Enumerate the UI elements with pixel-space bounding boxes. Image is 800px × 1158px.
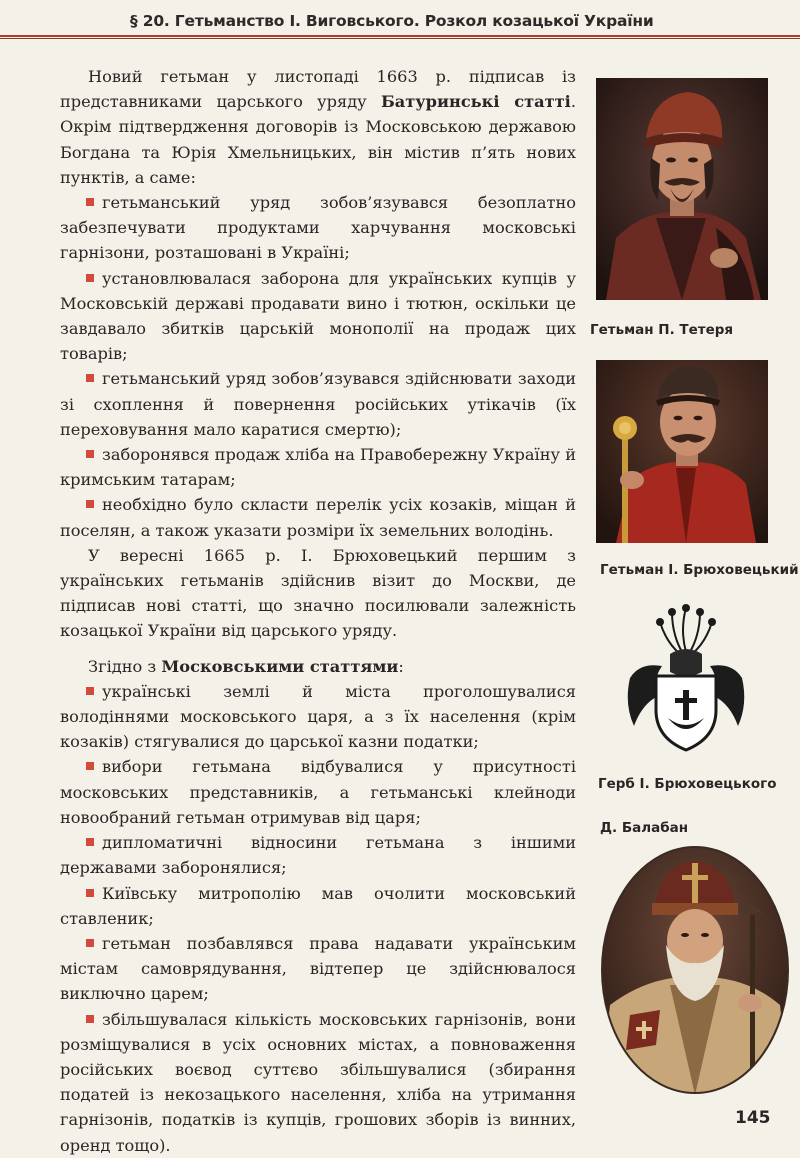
bullet-icon [86, 274, 94, 282]
caption-teteria: Гетьман П. Тетеря [590, 322, 734, 338]
portrait-briukhovetskyi [596, 360, 768, 543]
paragraph-moscow-visit: У вересні 1665 р. І. Брюховецький першим з українських гетьманів здійснив візит до Москви, де підписав нові статті, що значно посилювали залежність козацької України від царського уряду. [60, 545, 576, 641]
bullet-icon [86, 687, 94, 695]
text-run: . Окрім підтвердження договорів із Московською державою Богдана та Юрія Хмельницьких, він містив п’ять нових пунктів, а саме: [60, 92, 576, 187]
page-number: 145 [735, 1108, 771, 1128]
bullet-icon [86, 374, 94, 382]
list-item-text: необхідно було скласти перелік усіх козаків, міщан й поселян, а також указати розміри їх земельних володінь. [60, 495, 576, 540]
text-run: Згідно з [88, 656, 162, 676]
list-item [60, 830, 576, 880]
list-item [60, 931, 576, 1007]
caption-balaban: Д. Балабан [600, 820, 689, 836]
portrait-teteria [596, 78, 768, 300]
coat-of-arms-image [622, 600, 750, 758]
text-run: : [398, 656, 404, 676]
list-item [60, 679, 576, 755]
caption-briukhovetskyi: Гетьман І. Брюховецький [600, 562, 799, 578]
header-rule [0, 35, 800, 37]
bullet-icon [86, 450, 94, 458]
bullet-icon [86, 198, 94, 206]
main-text [60, 64, 576, 1158]
bullet-icon [86, 939, 94, 947]
term-baturyn-articles: Батуринські статті [380, 92, 571, 112]
list-item [60, 266, 576, 367]
list-item-text: Київську митрополію мав очолити московський ставленик; [60, 883, 576, 928]
list-item [60, 366, 576, 442]
bullet-icon [86, 1015, 94, 1023]
header-rule-thin [0, 38, 800, 39]
list-item [60, 881, 576, 931]
term-moscow-articles: Московськими статтями [161, 656, 399, 676]
bullet-icon [86, 762, 94, 770]
running-header [0, 8, 800, 40]
list-item-text: дипломатичні відносини гетьмана з іншими державами заборонялися; [60, 833, 576, 878]
list-item [60, 492, 576, 542]
list-item [60, 442, 576, 492]
paragraph-moscow-articles [60, 654, 576, 679]
bullet-icon [86, 889, 94, 897]
caption-coat-of-arms: Герб І. Брюховецького [598, 776, 777, 792]
chapter-title: § 20. Гетьманство І. Виговського. Розкол козацької України [130, 12, 654, 30]
list-item-text: гетьманський уряд зобов’язувався здійснювати заходи зі схоплення й повернення російських утікачів (їх переховування мало каратися смертю); [60, 369, 576, 439]
text-run: Новий гетьман у листопаді 1663 р. підписав із представниками царського уряду [60, 67, 576, 112]
list-item-text: українські землі й міста проголошувалися володіннями московського царя, а з їх населення (крім козаків) стягувалися до царської казни податки; [60, 681, 576, 752]
list-item-text: збільшувалася кількість московських гарнізонів, вони розміщувалися в усіх основних містах, а повноваження російських воєвод суттєво збільшувалися (збирання податей із некозацького населення, хліба на утримання гарнізонів, податків із купців, грошових зборів із винних, оренд тощо). [60, 1009, 576, 1155]
list-item [60, 190, 576, 266]
list-item-text: вибори гетьмана відбувалися у присутності московських представників, а гетьманські клейноди новообраний гетьман отримував від царя; [60, 757, 576, 827]
bullet-icon [86, 838, 94, 846]
list-item-text: заборонявся продаж хліба на Правобережну Україну й кримським татарам; [60, 445, 576, 490]
list-item [60, 754, 576, 830]
paragraph-baturyn [60, 64, 576, 190]
list-item [60, 1007, 576, 1158]
bullet-icon [86, 500, 94, 508]
list-item-text: установлювалася заборона для українських купців у Московській державі продавати вино і тютюн, оскільки це завдавало збитків царській монополії на продаж цих товарів; [60, 268, 576, 364]
list-item-text: гетьманський уряд зобов’язувався безоплатно забезпечувати продуктами харчування московські гарнізони, розташовані в Україні; [60, 193, 576, 263]
portrait-balaban [600, 845, 790, 1095]
list-item-text: гетьман позбавлявся права надавати українським містам самоврядування, відтепер це здійснювалося виключно царем; [60, 933, 576, 1004]
